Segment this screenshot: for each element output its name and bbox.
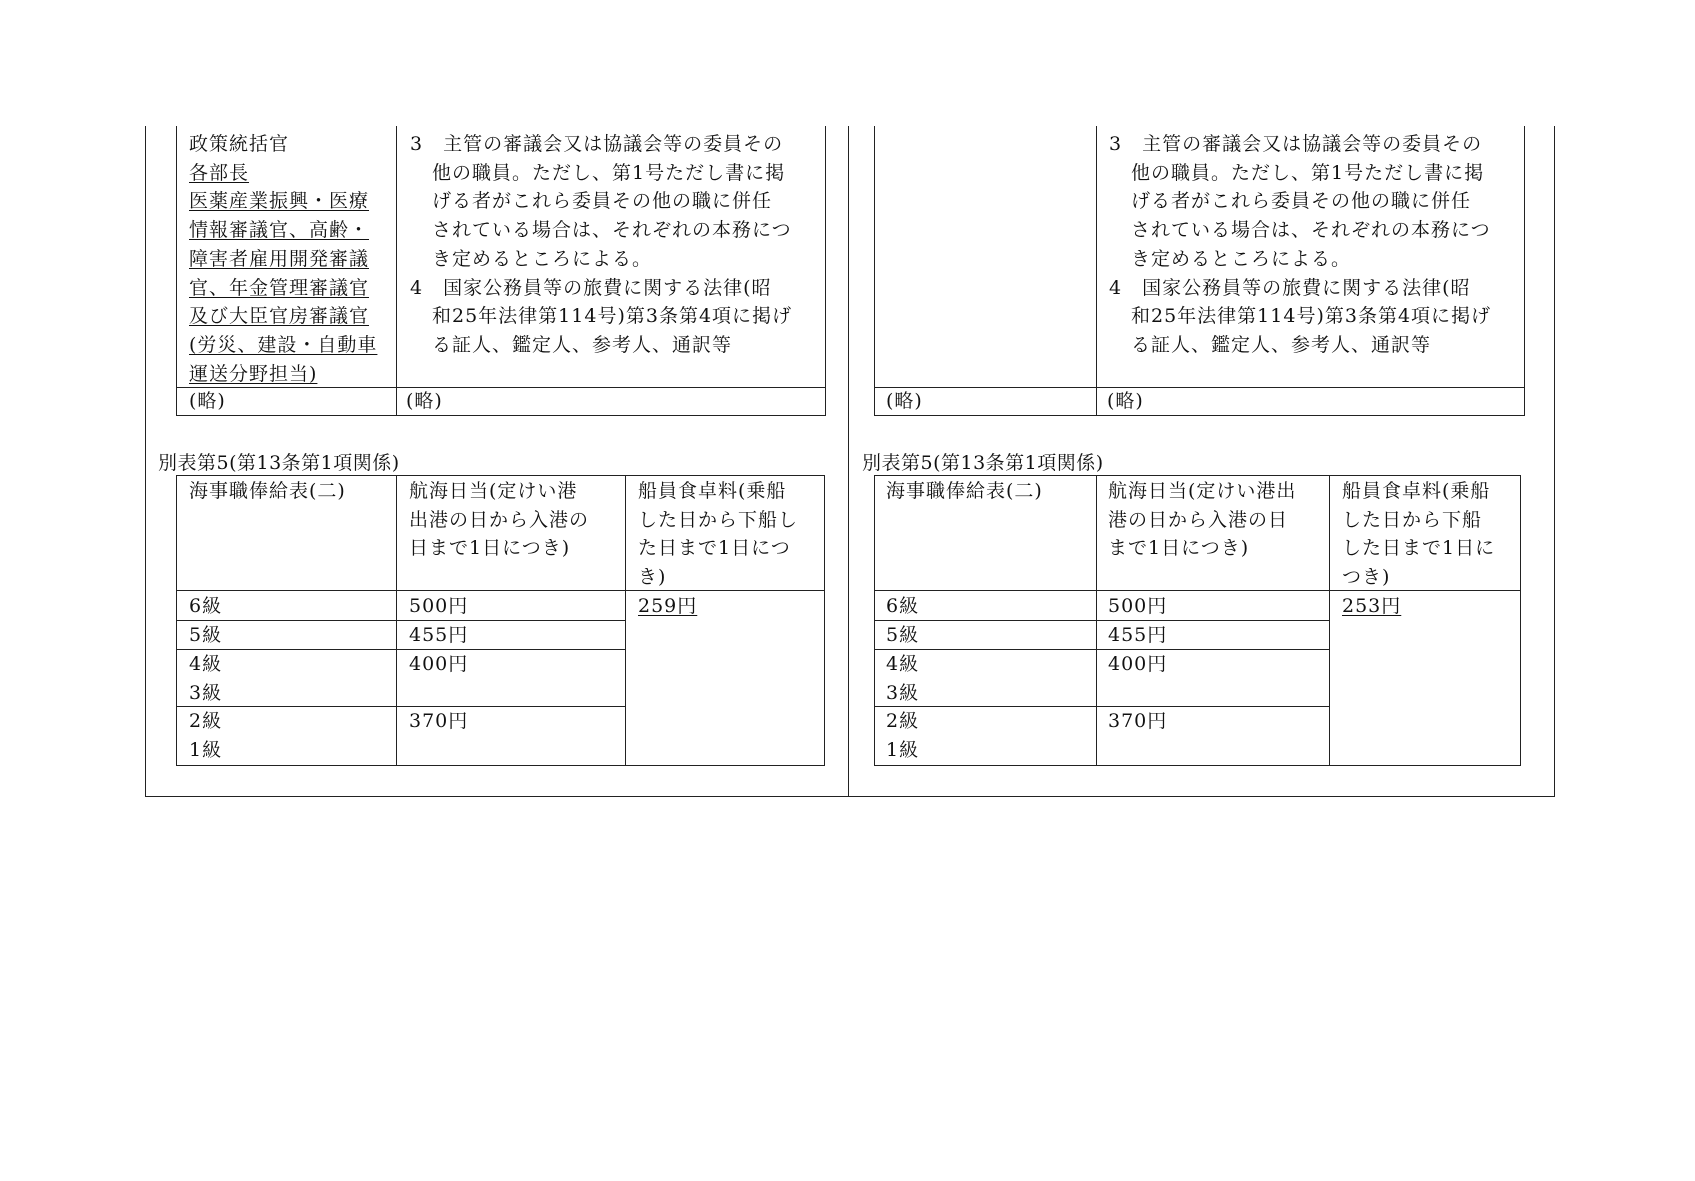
left-omit-cell-a: (略) <box>189 390 226 412</box>
left-lower-table-header-bottom <box>176 590 824 591</box>
right-header-salary-table: 海事職俸給表(二) <box>886 480 1043 502</box>
item4-line: 4 国家公務員等の旅費に関する法律(昭 <box>410 276 772 299</box>
header-line: き) <box>638 566 667 589</box>
right-omit-cell-a: (略) <box>886 390 923 412</box>
right-row-amount: 455円 <box>1108 624 1168 646</box>
official-line: 政策統括官 <box>189 133 290 155</box>
left-row-amount: 500円 <box>409 595 469 617</box>
right-meal-amount: 253円 <box>1342 595 1402 617</box>
left-meal-amount: 259円 <box>638 595 698 617</box>
item3-line: 3 主管の審議会又は協議会等の委員その <box>1109 133 1483 155</box>
left-lower-table-top <box>176 475 824 476</box>
left-lower-table-bottom <box>176 765 824 766</box>
left-row-grade: 3級 <box>189 681 223 704</box>
official-line: 官、年金管理審議官 <box>189 276 370 299</box>
right-upper-table-left-border <box>874 126 875 416</box>
item3-line: 3 主管の審議会又は協議会等の委員その <box>410 133 784 155</box>
header-line: た日まで1日につ <box>638 537 791 560</box>
left-row-grade: 2級 <box>189 710 223 732</box>
item3-line: されている場合は、それぞれの本務につ <box>432 219 792 242</box>
right-lower-table-right <box>1520 475 1521 766</box>
header-line: 航海日当(定けい港出 <box>1108 480 1297 502</box>
header-line: 港の日から入港の日 <box>1108 508 1289 531</box>
right-lower-table-row-line <box>874 620 1330 621</box>
right-row-amount: 500円 <box>1108 595 1168 617</box>
right-row-grade: 4級 <box>886 653 920 675</box>
official-line: 各部長 <box>189 161 250 184</box>
left-header-salary-table: 海事職俸給表(二) <box>189 480 346 502</box>
right-lower-table-top <box>874 475 1521 476</box>
official-line: 及び大臣官房審議官 <box>189 305 370 328</box>
item3-line: げる者がこれら委員その他の職に併任 <box>1131 190 1472 213</box>
item3-line: き定めるところによる。 <box>432 247 653 270</box>
item4-line: 4 国家公務員等の旅費に関する法律(昭 <box>1109 276 1471 299</box>
right-table-title: 別表第5(第13条第1項関係) <box>862 452 1104 474</box>
left-lower-table-row-line <box>176 706 626 707</box>
right-row-grade: 3級 <box>886 681 920 704</box>
left-lower-table-row-line <box>176 620 626 621</box>
left-row-amount: 400円 <box>409 653 469 675</box>
official-line: 情報審議官、高齢・ <box>189 219 370 242</box>
item4-line: 和25年法律第114号)第3条第4項に掲げ <box>432 305 793 328</box>
right-lower-table-bottom <box>874 765 1521 766</box>
header-line: 船員食卓料(乗船 <box>638 480 787 502</box>
left-upper-table-left-border <box>176 126 177 416</box>
left-row-grade: 1級 <box>189 738 223 761</box>
right-upper-table-bottom <box>874 415 1525 416</box>
official-line: 障害者雇用開発審議 <box>189 247 370 270</box>
left-row-amount: 370円 <box>409 710 469 732</box>
right-row-grade: 2級 <box>886 710 920 732</box>
right-row-grade: 6級 <box>886 595 920 617</box>
left-row-grade: 4級 <box>189 653 223 675</box>
right-upper-table-mid-border <box>1096 126 1097 416</box>
right-row-amount: 400円 <box>1108 653 1168 675</box>
right-omit-cell-b: (略) <box>1107 390 1144 412</box>
item3-line: げる者がこれら委員その他の職に併任 <box>432 190 773 213</box>
header-line: つき) <box>1342 566 1391 589</box>
right-lower-table-header-bottom <box>874 590 1521 591</box>
left-omit-cell-b: (略) <box>406 390 443 412</box>
header-line: 出港の日から入港の <box>409 508 590 531</box>
right-lower-table-row-line <box>874 649 1330 650</box>
right-upper-table-row-line <box>874 387 1525 388</box>
left-upper-table-right-border <box>825 126 826 416</box>
item3-line: 他の職員。ただし、第1号ただし書に掲 <box>432 161 786 184</box>
official-line: 医薬産業振興・医療 <box>189 190 370 213</box>
left-row-grade: 6級 <box>189 595 223 617</box>
header-line: 航海日当(定けい港 <box>409 480 578 502</box>
right-row-grade: 1級 <box>886 738 920 761</box>
header-line: 船員食卓料(乗船 <box>1342 480 1491 502</box>
header-line: した日から下船し <box>638 508 799 531</box>
left-upper-table-bottom <box>176 415 826 416</box>
item3-line: 他の職員。ただし、第1号ただし書に掲 <box>1131 161 1485 184</box>
item4-line: る証人、鑑定人、参考人、通訳等 <box>432 333 733 356</box>
right-upper-table-right-border <box>1524 126 1525 416</box>
right-row-grade: 5級 <box>886 624 920 646</box>
left-table-title: 別表第5(第13条第1項関係) <box>158 452 400 474</box>
item3-line: き定めるところによる。 <box>1131 247 1352 270</box>
right-lower-table-row-line <box>874 706 1330 707</box>
item3-line: されている場合は、それぞれの本務につ <box>1131 219 1491 242</box>
header-line: まで1日につき) <box>1108 537 1250 560</box>
official-line: 運送分野担当) <box>189 362 318 385</box>
left-row-grade: 5級 <box>189 624 223 646</box>
left-lower-table-right <box>824 475 825 766</box>
item4-line: 和25年法律第114号)第3条第4項に掲げ <box>1131 305 1492 328</box>
left-lower-table-row-line <box>176 649 626 650</box>
left-upper-table-mid-border <box>396 126 397 416</box>
item4-line: る証人、鑑定人、参考人、通訳等 <box>1131 333 1432 356</box>
right-row-amount: 370円 <box>1108 710 1168 732</box>
header-line: した日まで1日に <box>1342 537 1496 560</box>
header-line: 日まで1日につき) <box>409 537 571 560</box>
header-line: した日から下船 <box>1342 508 1483 531</box>
column-divider <box>848 126 849 796</box>
left-row-amount: 455円 <box>409 624 469 646</box>
official-line: (労災、建設・自動車 <box>189 333 378 356</box>
